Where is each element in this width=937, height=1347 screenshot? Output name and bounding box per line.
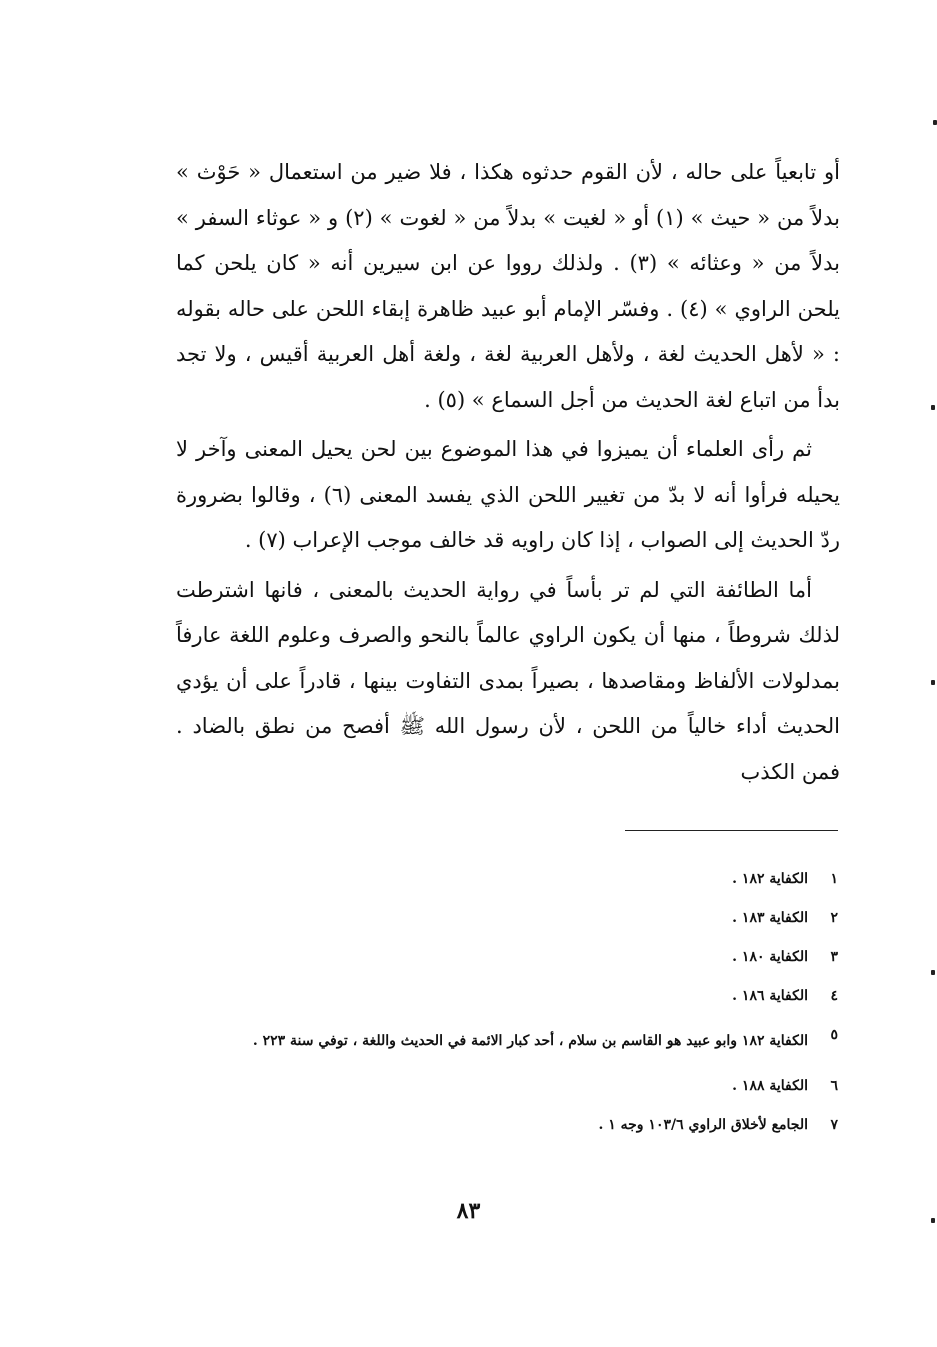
paragraph-1: أو تابعياً على حاله ، لأن القوم حدثوه هكذا ، فلا ضير من استعمال « حَوْث » بدلاً من « حيث » (١) أو « لغيت » بدلاً من « لغوت » (٢) و « عوثاء السفر » بدلاً من « وعثائه » (٣) . ولذلك رووا عن ابن سيرين أنه « كان يلحن كما يلحن الراوي » (٤) . وفسّر الإمام أبو عبيد ظاهرة إبقاء اللحن على حاله بقوله : « لأهل الحديث لغة ، ولأهل العربية لغة ، ولغة أهل العربية أقيس ، ولا تجد بدأ من اتباع لغة الحديث من أجل السماع » (٥) .: [176, 160, 840, 412]
footnote-text: الكفاية ١٨٨ .: [732, 1078, 808, 1094]
footnote-number: ٥: [830, 1027, 838, 1043]
footnote-number: ١: [830, 871, 838, 887]
footnote-text: الكفاية ١٨٣ .: [732, 910, 808, 926]
footnote-number: ٦: [830, 1078, 838, 1094]
scan-mark: [931, 970, 935, 975]
footnote-item: [170, 1075, 838, 1097]
footnote-number: ٧: [830, 1117, 838, 1133]
scan-mark: [933, 120, 937, 125]
footnote-item: [170, 1024, 838, 1058]
footnote-number: ٣: [830, 949, 838, 965]
scan-mark: [931, 1218, 935, 1223]
main-text: [176, 150, 840, 795]
footnote-text: الكفاية ١٨٠ .: [732, 949, 808, 965]
footnote-item: [170, 907, 838, 929]
footnote-text: الكفاية ١٨٦ .: [732, 988, 808, 1004]
footnote-text: الكفاية ١٨٢ وابو عبيد هو القاسم بن سلام ، أحد كبار الائمة في الحديث واللغة ، توفي سنة ٢٢٣ .: [252, 1033, 808, 1049]
scan-mark: [931, 680, 935, 685]
paragraph-3: أما الطائفة التي لم تر بأساً في رواية الحديث بالمعنى ، فانها اشترطت لذلك شروطاً ، منها أن يكون الراوي عالماً بالنحو والصرف وعلوم اللغة عارفاً بمدلولات الألفاظ ومقاصدها ، بصيراً بمدى التفاوت بينها ، قادراً على أن يؤدي الحديث أداء خالياً من اللحن ، لأن رسول الله ﷺ أفصح من نطق بالضاد . فمن الكذب: [176, 577, 840, 784]
footnotes-list: [170, 868, 838, 1153]
footnote-item: [170, 946, 838, 968]
scan-mark: [931, 405, 935, 410]
footnote-text: الجامع لأخلاق الراوي ١٠٣/٦ وجه ١ .: [598, 1117, 808, 1133]
footnote-text: الكفاية ١٨٢ .: [732, 871, 808, 887]
footnote-item: [170, 1114, 838, 1136]
footnote-number: ٤: [830, 988, 838, 1004]
footnote-item: [170, 985, 838, 1007]
footnote-number: ٢: [830, 910, 838, 926]
footnote-separator: [625, 830, 838, 831]
page-number: ٨٣: [456, 1198, 481, 1224]
paragraph-2: ثم رأى العلماء أن يميزوا في هذا الموضوع بين لحن يحيل المعنى وآخر لا يحيله فرأوا أنه لا بدّ من تغيير اللحن الذي يفسد المعنى (٦) ، وقالوا بضرورة ردّ الحديث إلى الصواب ، إذا كان راويه قد خالف موجب الإعراب (٧) .: [176, 437, 840, 552]
footnote-item: [170, 868, 838, 890]
